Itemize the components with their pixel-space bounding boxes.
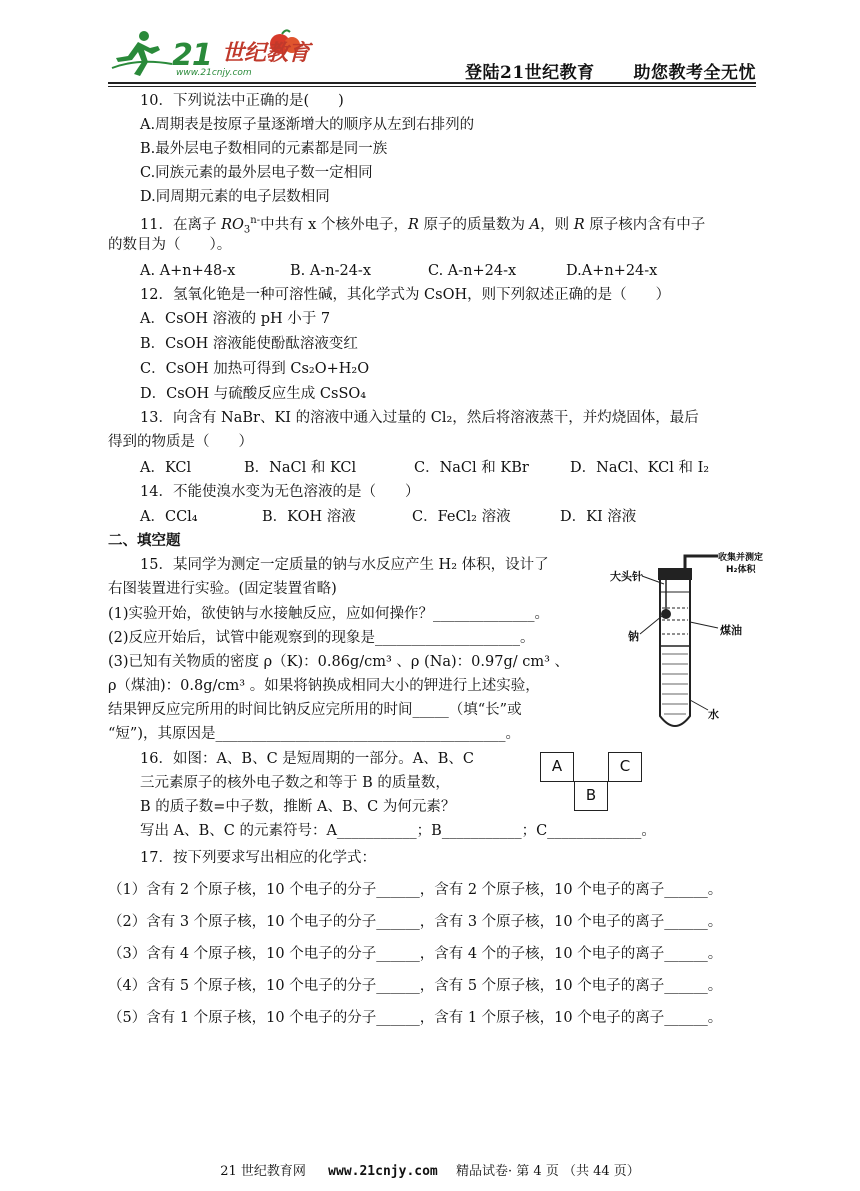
- q13-option-a: A．KCl: [140, 460, 192, 476]
- header-rule-thin: [108, 86, 756, 87]
- logo-url: www.21cnjy.com: [176, 68, 252, 78]
- q15-line1: 15．某同学为测定一定质量的钠与水反应产生 H₂ 体积，设计了: [140, 557, 549, 573]
- page-footer: [0, 1160, 860, 1179]
- q17-row5: （5）含有 1 个原子核，10 个电子的分子______，含有 1 个原子核，10 个电子的离子______。: [108, 1010, 723, 1026]
- footer-url[interactable]: www.21cnjy.com: [328, 1164, 438, 1179]
- slogan-left: 登陆21世纪教育: [464, 63, 595, 83]
- q11-r1: R: [407, 216, 419, 233]
- q11-ion: RO: [221, 216, 244, 233]
- q16-line2: 三元素原子的核外电子数之和等于 B 的质量数，: [140, 775, 450, 791]
- q15-line2: 右图装置进行实验。(固定装置省略): [108, 581, 337, 597]
- slogan-right: 助您教考全无忧: [633, 63, 756, 83]
- logo-number: 21: [172, 38, 212, 73]
- q12-option-d: D．CsOH 与硫酸反应生成 CsSO₄: [140, 386, 367, 402]
- logo-text: 世纪教育: [222, 41, 311, 66]
- q13-option-c: C．NaCl 和 KBr: [414, 460, 529, 476]
- q15-line6: ρ（煤油)：0.8g/cm³ 。如果将钠换成相同大小的钾进行上述实验，: [108, 678, 540, 694]
- q11-stem2: 的数目为（ ）。: [108, 237, 232, 253]
- periodic-cell-b: B: [574, 781, 608, 811]
- q11-option-b: B. A-n-24-x: [290, 263, 372, 279]
- q15-line4: (2)反应开始后，试管中能观察到的现象是____________________。: [108, 630, 535, 646]
- footer-site: 21 世纪教育网: [220, 1164, 306, 1179]
- q13-option-b: B．NaCl 和 KCl: [244, 460, 357, 476]
- q12-stem: 12．氢氧化铯是一种可溶性碱，其化学式为 CsOH，则下列叙述正确的是（ ）: [140, 287, 671, 303]
- section-title: 二、填空题: [108, 532, 181, 549]
- q10-option-b: B.最外层电子数相同的元素都是同一族: [140, 141, 388, 157]
- q17-row3: （3）含有 4 个原子核，10 个电子的分子______，含有 4 个的子核，10 个电子的离子______。: [108, 946, 723, 962]
- label-kerosene: 煤油: [720, 624, 742, 637]
- q15-line8: “短”)，其原因是________________________________________。: [108, 726, 520, 742]
- q14-option-c: C．FeCl₂ 溶液: [412, 509, 511, 525]
- q11-option-c: C. A-n+24-x: [428, 263, 517, 279]
- q11-r2: R: [573, 216, 585, 233]
- q14-option-a: A．CCl₄: [140, 509, 198, 525]
- q17-row1: （1）含有 2 个原子核，10 个电子的分子______，含有 2 个原子核，10 个电子的离子______。: [108, 882, 723, 898]
- q10-stem: 10．下列说法中正确的是( ): [140, 93, 344, 109]
- q17-row4: （4）含有 5 个原子核，10 个电子的分子______，含有 5 个原子核，10 个电子的离子______。: [108, 978, 723, 994]
- q14-stem: 14．不能使溴水变为无色溶液的是（ ）: [140, 484, 420, 500]
- q11-stem-mid1: 中共有 x 个核外电子，: [260, 216, 408, 233]
- periodic-cell-c: C: [608, 752, 642, 782]
- q15-line7: 结果钾反应完所用的时间比钠反应完所用的时间_____（填“长”或: [108, 702, 522, 718]
- q11-stem-mid3: ，则: [540, 216, 574, 233]
- q11-ion-sup: n-: [250, 215, 261, 226]
- q10-option-d: D.同周期元素的电子层数相同: [140, 189, 330, 205]
- header-slogan: [465, 58, 756, 83]
- q13-stem2: 得到的物质是（ ）: [108, 434, 253, 450]
- q16-line4: 写出 A、B、C 的元素符号：A___________；B___________；C_____________。: [140, 823, 656, 839]
- label-water: 水: [708, 708, 719, 721]
- apparatus-figure: [600, 550, 764, 740]
- q15-line5: (3)已知有关物质的密度 ρ（K)：0.86g/cm³ 、ρ (Na)：0.97g/ cm³ 、: [108, 654, 570, 670]
- q13-stem1: 13．向含有 NaBr、KI 的溶液中通入过量的 Cl₂，然后将溶液蒸干，并灼烧固体，最后: [140, 410, 699, 426]
- runner-logo-icon: [108, 28, 178, 80]
- q16-line1: 16．如图：A、B、C 是短周期的一部分。A、B、C: [140, 751, 475, 767]
- q17-row2: （2）含有 3 个原子核，10 个电子的分子______，含有 3 个原子核，10 个电子的离子______。: [108, 914, 723, 930]
- label-pin: 大头针: [610, 570, 643, 583]
- label-collect-h2: H₂体积: [726, 565, 756, 575]
- q12-option-c: C．CsOH 加热可得到 Cs₂O+H₂O: [140, 361, 370, 377]
- q13-option-d: D．NaCl、KCl 和 I₂: [570, 460, 710, 476]
- q11-ion-sub: 3: [243, 224, 251, 236]
- header-rule: [108, 82, 756, 84]
- label-collect: 收集并测定: [718, 553, 764, 563]
- q11-stem-pre: 11．在离子: [140, 216, 222, 233]
- q11-stem-mid2: 原子的质量数为: [418, 216, 530, 233]
- label-sodium: 钠: [628, 630, 639, 643]
- footer-page: 精品试卷· 第 4 页 （共 44 页）: [456, 1164, 640, 1179]
- q17-stem: 17．按下列要求写出相应的化学式：: [140, 850, 376, 866]
- periodic-cell-a: A: [540, 752, 574, 782]
- q16-line3: B 的质子数=中子数，推断 A、B、C 为何元素？: [140, 799, 456, 815]
- q12-option-a: A．CsOH 溶液的 pH 小于 7: [140, 311, 331, 327]
- q11-a1: A: [529, 216, 541, 233]
- q10-option-c: C.同族元素的最外层电子数一定相同: [140, 165, 373, 181]
- q11-option-a: A. A+n+48-x: [140, 263, 236, 279]
- q14-option-d: D．KI 溶液: [560, 509, 637, 525]
- q12-option-b: B．CsOH 溶液能使酚酞溶液变红: [140, 336, 358, 352]
- q11-stem-end: 原子核内含有中子: [584, 216, 706, 233]
- q14-option-b: B．KOH 溶液: [262, 509, 356, 525]
- q10-option-a: A.周期表是按原子量逐渐增大的顺序从左到右排列的: [140, 117, 475, 133]
- q11-option-d: D.A+n+24-x: [566, 263, 658, 279]
- q15-line3: (1)实验开始，欲使钠与水接触反应，应如何操作？______________。: [108, 606, 550, 622]
